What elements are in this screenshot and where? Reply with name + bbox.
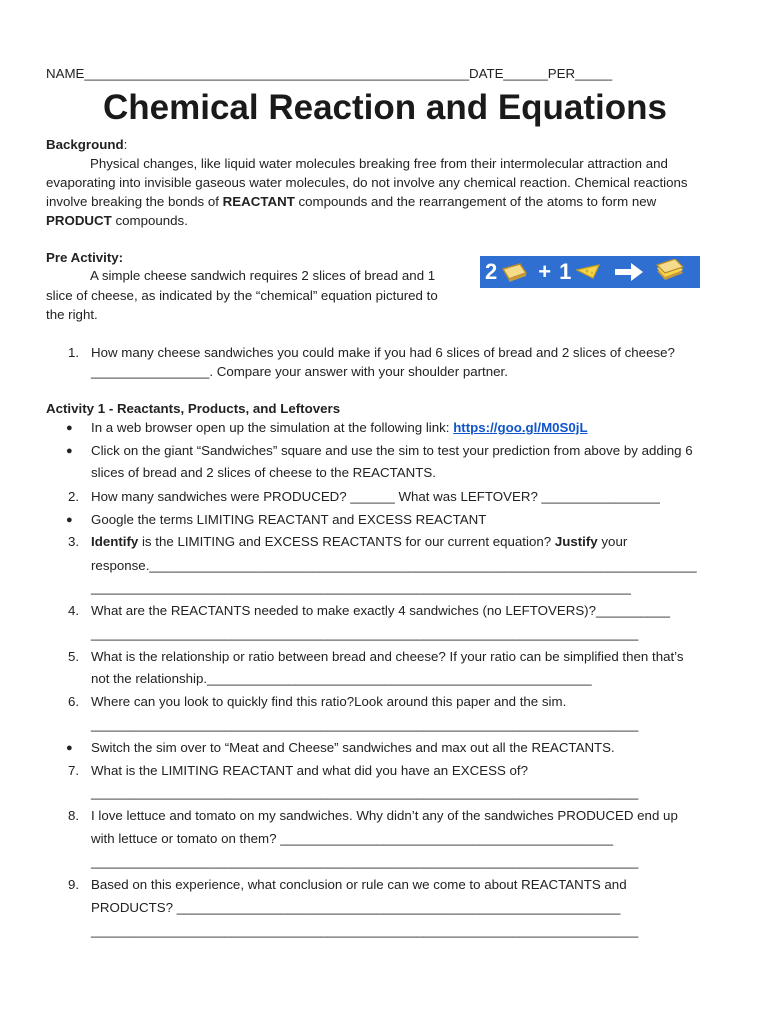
background-line-4b: compounds. bbox=[111, 213, 188, 228]
sandwich-equation-image bbox=[480, 256, 700, 288]
q3-end: your bbox=[597, 534, 628, 549]
q9-line-1: Based on this experience, what conclusion or rule can we come to about REACTANTS and bbox=[91, 877, 627, 892]
cheese-icon bbox=[575, 261, 603, 283]
activity1-bullet-1 bbox=[91, 420, 588, 436]
background-line-2: evaporating into invisible gaseous water molecules, do not involve any chemical reaction. Chemical reactions bbox=[46, 175, 688, 190]
q3-number: 3. bbox=[68, 534, 80, 549]
pre-activity-line-2: slice of cheese, as indicated by the “chemical” equation pictured to bbox=[46, 288, 438, 303]
product-term: PRODUCT bbox=[46, 213, 112, 228]
q3-line-1 bbox=[91, 534, 627, 550]
q3-response-line-2[interactable]: _________________________________________________________________________ bbox=[91, 580, 631, 595]
pre-activity-line-3: the right. bbox=[46, 307, 98, 322]
q1-line-1: How many cheese sandwiches you could make if you had 6 slices of bread and 2 slices of cheese? bbox=[91, 345, 675, 360]
background-colon: : bbox=[123, 137, 128, 152]
q2-number: 2. bbox=[68, 489, 80, 504]
pre-activity-line-1: A simple cheese sandwich requires 2 slices of bread and 1 bbox=[90, 268, 436, 283]
q6-line-1: Where can you look to quickly find this ratio?Look around this paper and the sim. bbox=[91, 694, 567, 709]
background-line-1: Physical changes, like liquid water molecules breaking free from their intermolecular attraction and bbox=[90, 156, 668, 171]
arrow-right-icon bbox=[613, 261, 645, 283]
q9-number: 9. bbox=[68, 877, 80, 892]
activity1-bullet-2-line-1: Click on the giant “Sandwiches” square and use the sim to test your prediction from above by adding 6 bbox=[91, 443, 693, 458]
q4-number: 4. bbox=[68, 603, 80, 618]
q6-response-line[interactable]: __________________________________________________________________________ bbox=[91, 717, 639, 732]
page-title: Chemical Reaction and Equations bbox=[103, 88, 667, 127]
background-line-3 bbox=[46, 194, 656, 210]
background-heading bbox=[46, 137, 127, 153]
q7-response-line[interactable]: __________________________________________________________________________ bbox=[91, 785, 639, 800]
q9-line-2[interactable]: PRODUCTS? ____________________________________________________________ bbox=[91, 900, 621, 915]
q2-line[interactable]: How many sandwiches were PRODUCED? ______ What was LEFTOVER? ________________ bbox=[91, 489, 660, 504]
cheese-count: 1 bbox=[559, 259, 572, 284]
sandwich-icon bbox=[653, 259, 687, 285]
q8-response-line[interactable]: __________________________________________________________________________ bbox=[91, 854, 639, 869]
q8-line-2[interactable]: with lettuce or tomato on them? _____________________________________________ bbox=[91, 831, 613, 846]
q5-line-1: What is the relationship or ratio between bread and cheese? If your ratio can be simplified then that’s bbox=[91, 649, 684, 664]
activity1-bullet-3: Google the terms LIMITING REACTANT and EXCESS REACTANT bbox=[91, 512, 487, 527]
activity1-bullet-2-line-2: slices of bread and 2 slices of cheese to the REACTANTS. bbox=[91, 465, 436, 480]
name-date-period-line[interactable]: NAME____________________________________________________DATE______PER_____ bbox=[46, 66, 613, 81]
bread-count: 2 bbox=[485, 259, 498, 284]
background-line-3a: involve breaking the bonds of bbox=[46, 194, 223, 209]
identify-term: Identify bbox=[91, 534, 139, 549]
plus-sign: + bbox=[538, 259, 552, 284]
background-line-4 bbox=[46, 213, 188, 229]
bread-icon bbox=[500, 261, 528, 283]
pre-activity-heading: Pre Activity: bbox=[46, 250, 124, 265]
background-heading-text: Background bbox=[46, 137, 124, 152]
justify-term: Justify bbox=[554, 534, 598, 549]
bullet-3: ● bbox=[66, 514, 73, 526]
q3-mid: is the LIMITING and EXCESS REACTANTS for our current equation? bbox=[138, 534, 555, 549]
q7-number: 7. bbox=[68, 763, 80, 778]
bullet-1: ● bbox=[66, 422, 73, 434]
q8-line-1: I love lettuce and tomato on my sandwiches. Why didn’t any of the sandwiches PRODUCED end up bbox=[91, 808, 678, 823]
q8-number: 8. bbox=[68, 808, 80, 823]
background-line-3c: compounds and the rearrangement of the atoms to form new bbox=[294, 194, 657, 209]
q5-response-line[interactable]: not the relationship.____________________________________________________ bbox=[91, 671, 592, 686]
q9-response-line[interactable]: __________________________________________________________________________ bbox=[91, 923, 639, 938]
q4-response-line[interactable]: __________________________________________________________________________ bbox=[91, 626, 639, 641]
q3-response-line-1[interactable]: response.__________________________________________________________________________ bbox=[91, 558, 697, 573]
q5-number: 5. bbox=[68, 649, 80, 664]
activity1-heading: Activity 1 - Reactants, Products, and Leftovers bbox=[46, 401, 341, 416]
q1-number: 1. bbox=[68, 345, 80, 360]
q1-answer-line[interactable]: ________________. Compare your answer with your shoulder partner. bbox=[91, 364, 508, 379]
reactant-term: REACTANT bbox=[222, 194, 295, 209]
bullet-1-text: In a web browser open up the simulation at the following link: bbox=[91, 420, 454, 435]
bullet-2: ● bbox=[66, 445, 73, 457]
q6-number: 6. bbox=[68, 694, 80, 709]
activity1-bullet-4: Switch the sim over to “Meat and Cheese” sandwiches and max out all the REACTANTS. bbox=[91, 740, 615, 755]
q4-line-1[interactable]: What are the REACTANTS needed to make exactly 4 sandwiches (no LEFTOVERS)?__________ bbox=[91, 603, 670, 618]
q7-line-1: What is the LIMITING REACTANT and what did you have an EXCESS of? bbox=[91, 763, 529, 778]
bullet-4: ● bbox=[66, 742, 73, 754]
simulation-link[interactable]: https://goo.gl/M0S0jL bbox=[453, 420, 588, 435]
